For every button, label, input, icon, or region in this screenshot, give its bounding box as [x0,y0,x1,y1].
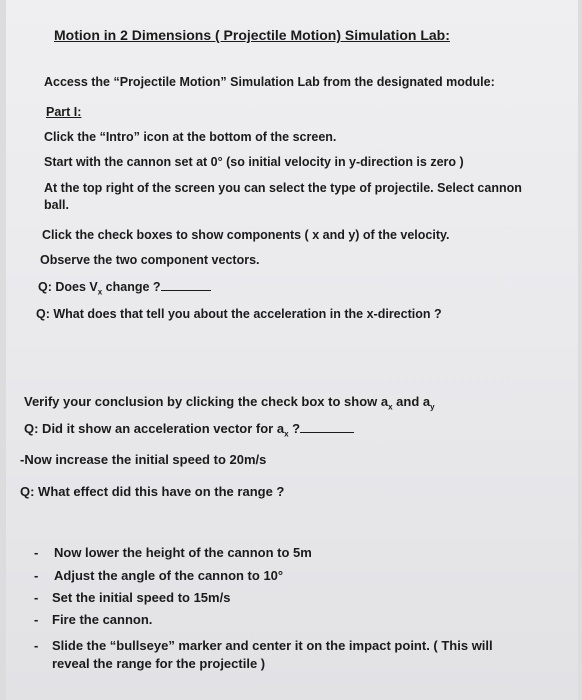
list-item: Fire the cannon. [52,612,153,627]
question-acceleration-x: Q: What does that tell you about the acceleration in the x-direction ? [36,307,442,321]
list-item: Now lower the height of the cannon to 5m [54,545,312,560]
question-range-effect: Q: What effect did this have on the range ? [20,484,285,499]
verify-line: Verify your conclusion by clicking the check box to show $a_x$ and $a_y$ [24,394,435,412]
answer-blank[interactable] [161,280,211,291]
instruction-projectile-type-cont: ball. [44,198,70,212]
instruction-increase-speed: -Now increase the initial speed to 20m/s [20,452,267,467]
instruction-check-boxes: Click the check boxes to show components ( x and y) of the velocity. [42,228,450,242]
instruction-observe: Observe the two component vectors. [40,253,260,267]
list-item: Slide the “bullseye” marker and center it on the impact point. ( This will [52,638,493,653]
bullet-marker: - [34,612,39,627]
instruction-intro-icon: Click the “Intro” icon at the bottom of the screen. [44,130,337,144]
bullet-marker: - [34,638,39,653]
question-acceleration-vector: Q: Did it show an acceleration vector for $a_x$ ? [24,421,354,439]
worksheet-page [6,0,578,700]
list-item-cont: reveal the range for the projectile ) [52,656,266,671]
bullet-marker: - [34,545,39,560]
intro-line: Access the “Projectile Motion” Simulation Lab from the designated module: [44,75,495,89]
list-item: Adjust the angle of the cannon to 10° [54,568,284,583]
part-heading: Part I: [46,105,82,119]
question-vx-change: Q: Does $V_x$ change ? [38,280,211,297]
instruction-projectile-type: At the top right of the screen you can select the type of projectile. Select cannon [44,181,522,195]
answer-blank-2[interactable] [300,422,354,433]
bullet-marker: - [34,568,39,583]
page-title: Motion in 2 Dimensions ( Projectile Motion) Simulation Lab: [54,27,450,43]
list-item: Set the initial speed to 15m/s [52,590,231,605]
instruction-cannon-angle: Start with the cannon set at 0° (so initial velocity in y-direction is zero ) [44,155,464,169]
bullet-marker: - [34,590,39,605]
